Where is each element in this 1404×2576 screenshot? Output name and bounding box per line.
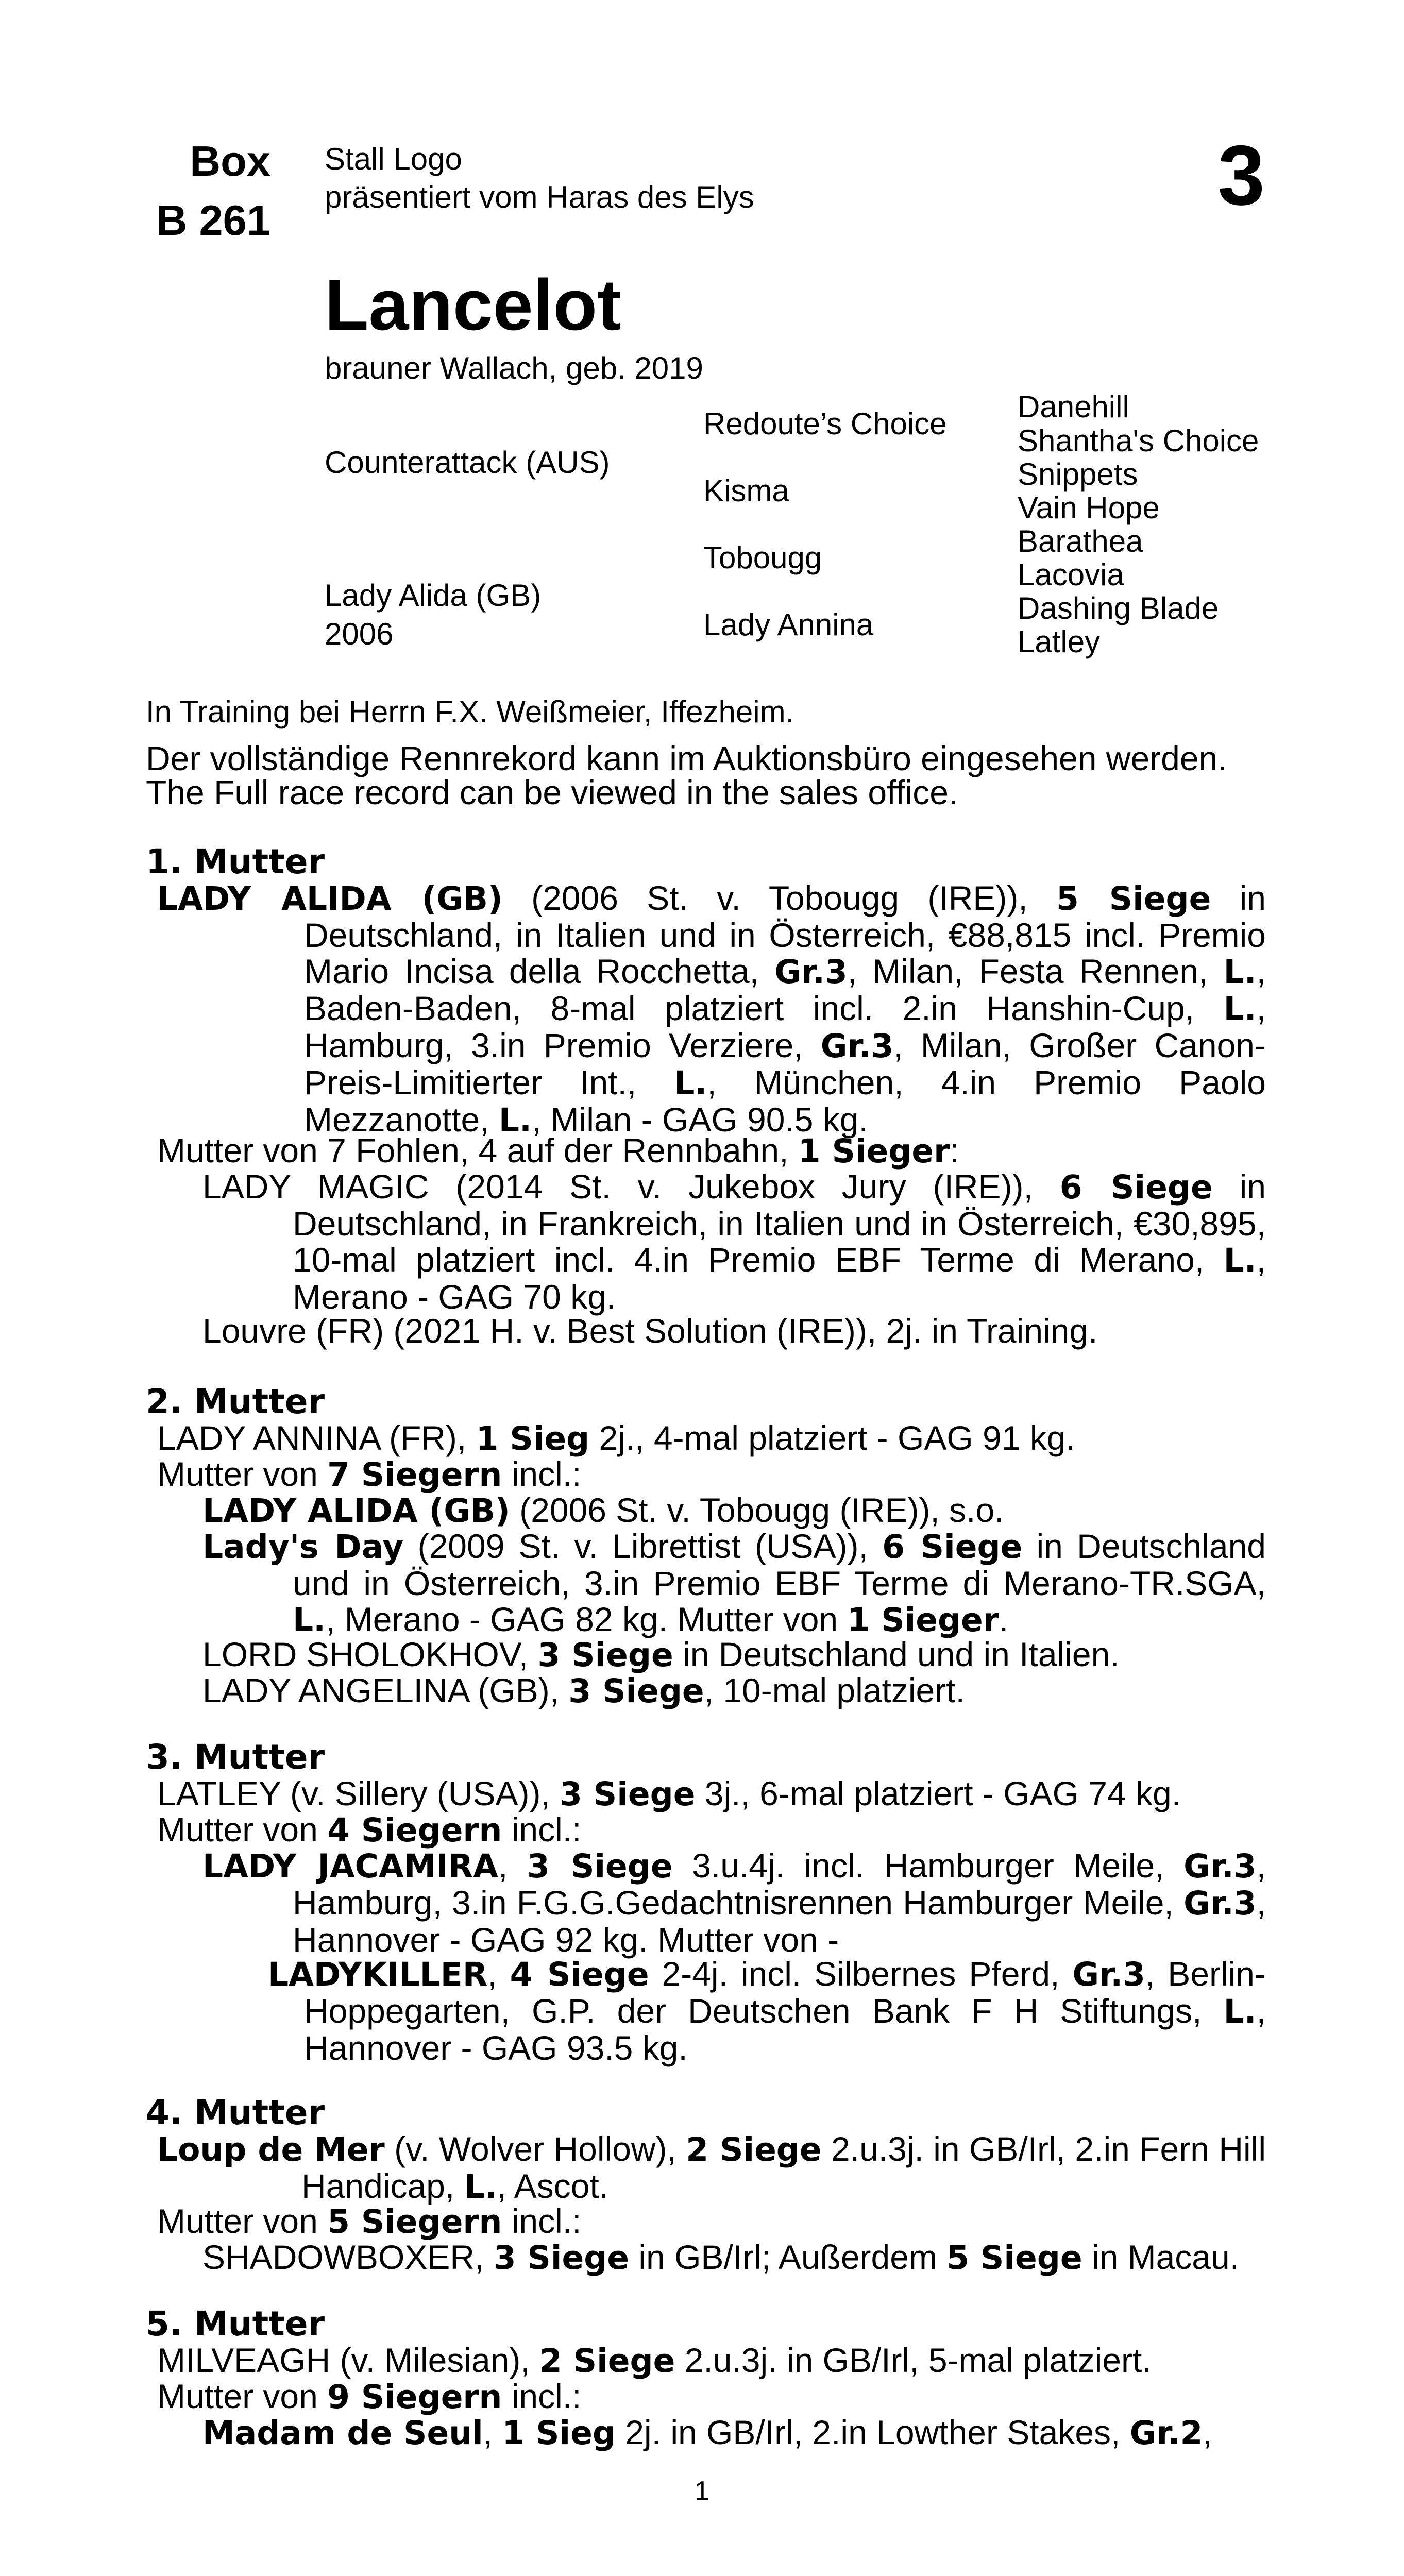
progeny-entry	[202, 1168, 1266, 1315]
dam-entry	[157, 2131, 1266, 2205]
pedigree-sire: Counterattack (AUS)	[325, 445, 610, 480]
text-run: 2.u.3j. in GB/Irl, 5-mal platziert.	[675, 2341, 1152, 2379]
text-run: , Ascot.	[497, 2167, 609, 2205]
text-run: ,	[487, 1955, 510, 1993]
section-heading: 5. Mutter	[146, 2304, 325, 2344]
bold-run: LADY ALIDA (GB)	[202, 1492, 510, 1530]
text-run: in Deutschland, in Frankreich, in Italien und in Österreich, €30,895, 10-mal platziert incl. 4.in Premio EBF Terme di Merano,	[293, 1167, 1266, 1279]
bold-run: L.	[1223, 1993, 1257, 2030]
text-run: LADY MAGIC (2014 St. v. Jukebox Jury (IRE)),	[202, 1167, 1060, 1206]
text-run: LADY ANNINA (FR),	[157, 1419, 476, 1457]
section-heading: 4. Mutter	[146, 2093, 325, 2132]
text-run: 2.u.3j. in GB/Irl, 2.in Fern Hill Handicap,	[301, 2130, 1266, 2205]
pedigree-dam-year: 2006	[325, 617, 394, 651]
text-run: incl.:	[502, 2377, 582, 2415]
text-run: , Merano - GAG 82 kg. Mutter von	[326, 1600, 848, 1638]
text-run: LATLEY (v. Sillery (USA)),	[157, 1774, 560, 1812]
pedigree-grandparent: Kisma	[703, 473, 789, 508]
bold-run: Gr.3	[1183, 1885, 1257, 1922]
pedigree-grandparent: Redoute’s Choice	[703, 406, 947, 441]
bold-run: L.	[1223, 1242, 1257, 1279]
text-run: .	[999, 1600, 1009, 1638]
text-run: incl.:	[502, 1455, 582, 1493]
text-run: , 10-mal platziert.	[704, 1671, 965, 1709]
text-run: (v. Wolver Hollow),	[384, 2130, 686, 2168]
bold-run: 1 Sieg	[502, 2414, 616, 2452]
bold-run: L.	[1223, 953, 1257, 991]
pedigree-great-grandparent: Vain Hope	[1018, 490, 1160, 525]
text-run: Mutter von	[157, 2202, 328, 2240]
text-run: 3.u.4j. incl. Hamburger Meile,	[672, 1846, 1184, 1885]
progeny-entry	[202, 2414, 1212, 2451]
dam-entry	[157, 1420, 1075, 1457]
text-run: 2j. in GB/Irl, 2.in Lowther Stakes,	[615, 2413, 1130, 2451]
pedigree-dam: Lady Alida (GB)	[325, 578, 542, 613]
section-heading: 2. Mutter	[146, 1382, 325, 1421]
text-run: , Milan, Großer Canon-Preis-Limitierter Int.,	[304, 1026, 1266, 1101]
progeny-entry	[202, 1492, 1004, 1529]
dam-entry	[157, 2342, 1152, 2379]
foal-summary	[157, 2378, 581, 2415]
bold-run: L.	[1223, 990, 1257, 1028]
text-run: LORD SHOLOKHOV,	[202, 1635, 538, 1673]
text-run: , Baden-Baden, 8-mal platziert incl. 2.in Hanshin-Cup,	[304, 952, 1266, 1027]
bold-run: 3 Siege	[537, 1636, 673, 1674]
stall-info	[325, 140, 754, 216]
pedigree-grandparent: Lady Annina	[703, 607, 874, 642]
training-note: In Training bei Herrn F.X. Weißmeier, Iffezheim.	[146, 694, 794, 729]
text-run: , Hannover - GAG 93.5 kg.	[304, 1992, 1266, 2067]
bold-run: 1 Sieg	[476, 1420, 590, 1458]
grandprogeny-entry	[268, 1956, 1266, 2066]
text-run: :	[950, 1131, 959, 1170]
bold-run: Gr.3	[1072, 1956, 1145, 1993]
box-label: Box	[190, 137, 270, 185]
foal-summary	[157, 2203, 581, 2240]
text-run: Mutter von	[157, 2377, 328, 2415]
horse-name: Lancelot	[325, 264, 621, 345]
pedigree-great-grandparent: Snippets	[1018, 457, 1138, 492]
bold-run: 3 Siege	[568, 1672, 704, 1710]
pedigree-great-grandparent: Barathea	[1018, 524, 1143, 558]
text-run: 2j., 4-mal platziert - GAG 91 kg.	[589, 1419, 1075, 1457]
bold-run: 2 Siege	[686, 2131, 822, 2168]
text-run: in Deutschland, in Italien und in Österreich, €88,815 incl. Premio Mario Incisa della Rocchetta,	[304, 879, 1266, 990]
bold-run: 6 Siege	[882, 1528, 1023, 1566]
progeny-entry	[202, 1528, 1266, 1638]
text-run: ,	[483, 2413, 502, 2451]
progeny-entry	[202, 2239, 1239, 2276]
bold-run: LADY ALIDA (GB)	[157, 880, 503, 918]
bold-run: 5 Siegern	[327, 2203, 502, 2241]
bold-run: 5 Siege	[946, 2239, 1082, 2277]
text-run: ,	[1203, 2413, 1212, 2451]
section-heading: 3. Mutter	[146, 1737, 325, 1777]
text-run: , Milan - GAG 90.5 kg.	[531, 1100, 868, 1139]
progeny-entry	[202, 1313, 1097, 1349]
bold-run: LADYKILLER	[268, 1956, 488, 1993]
text-run: , Hamburg, 3.in F.G.G.Gedachtnisrennen Hamburger Meile,	[293, 1846, 1266, 1922]
bold-run: Madam de Seul	[202, 2414, 483, 2452]
bold-run: 9 Siegern	[327, 2378, 502, 2416]
text-run: Mutter von 7 Fohlen, 4 auf der Rennbahn,	[157, 1131, 798, 1170]
bold-run: Gr.3	[774, 953, 848, 991]
text-run: 3j., 6-mal platziert - GAG 74 kg.	[695, 1774, 1181, 1812]
text-run: Louvre (FR) (2021 H. v. Best Solution (IRE)), 2j. in Training.	[202, 1312, 1098, 1350]
bold-run: 2 Siege	[539, 2342, 675, 2380]
bold-run: Gr.3	[1183, 1848, 1257, 1885]
bold-run: Gr.3	[820, 1027, 894, 1065]
bold-run: 5 Siege	[1056, 880, 1211, 918]
text-run: , Berlin-Hoppegarten, G.P. der Deutschen Bank F H Stiftungs,	[304, 1955, 1266, 2030]
pedigree-grandparent: Tobougg	[703, 540, 822, 575]
foal-summary	[157, 1456, 581, 1493]
bold-run: L.	[674, 1064, 707, 1102]
bold-run: Lady's Day	[202, 1528, 404, 1566]
bold-run: 1 Sieger	[847, 1601, 999, 1639]
bold-run: L.	[464, 2168, 497, 2206]
text-run: , Hannover - GAG 92 kg. Mutter von -	[293, 1884, 1266, 1959]
record-note-en: The Full race record can be viewed in the sales office.	[146, 773, 958, 811]
text-run: in GB/Irl; Außerdem	[629, 2238, 947, 2276]
bold-run: L.	[498, 1101, 532, 1139]
pedigree-great-grandparent: Shantha's Choice	[1018, 423, 1259, 458]
text-run: , Merano - GAG 70 kg.	[293, 1241, 1266, 1316]
bold-run: 6 Siege	[1059, 1168, 1213, 1206]
page-number: 1	[695, 2476, 709, 2506]
text-run: (2006 St. v. Tobougg (IRE)), s.o.	[510, 1491, 1004, 1529]
text-run: in Deutschland und in Italien.	[673, 1635, 1120, 1673]
foal-summary	[157, 1132, 959, 1170]
lot-number: 3	[1217, 128, 1265, 223]
bold-run: 4 Siege	[510, 1956, 649, 1993]
bold-run: Gr.2	[1129, 2414, 1203, 2452]
horse-description: brauner Wallach, geb. 2019	[325, 351, 703, 385]
bold-run: LADY JACAMIRA	[202, 1848, 499, 1885]
bold-run: Loup de Mer	[157, 2131, 385, 2168]
text-run: , München, 4.in Premio Paolo Mezzanotte,	[304, 1063, 1266, 1139]
text-run: in Deutschland und in Österreich, 3.in Premio EBF Terme di Merano-TR.SGA,	[293, 1527, 1266, 1602]
text-run: , Hamburg, 3.in Premio Verziere,	[304, 989, 1266, 1064]
text-run: (2006 St. v. Tobougg (IRE)),	[502, 879, 1057, 917]
record-note-de: Der vollständige Rennrekord kann im Auktionsbüro eingesehen werden.	[146, 739, 1227, 777]
dam-entry	[157, 880, 1266, 1139]
text-run: Mutter von	[157, 1455, 328, 1493]
bold-run: 4 Siegern	[327, 1811, 502, 1849]
text-run: incl.:	[502, 1810, 582, 1849]
text-run: LADY ANGELINA (GB),	[202, 1671, 569, 1709]
progeny-entry	[202, 1848, 1266, 1958]
bold-run: 3 Siege	[560, 1775, 696, 1813]
text-run: (2009 St. v. Librettist (USA)),	[403, 1527, 883, 1565]
text-run: 2-4j. incl. Silbernes Pferd,	[649, 1955, 1073, 1993]
pedigree-great-grandparent: Latley	[1018, 624, 1101, 659]
bold-run: L.	[293, 1601, 326, 1639]
bold-run: 1 Sieger	[798, 1132, 950, 1170]
pedigree-great-grandparent: Lacovia	[1018, 557, 1124, 592]
stall-logo-text: Stall Logo	[325, 142, 462, 176]
dam-entry	[157, 1775, 1181, 1812]
box-number: B 261	[156, 196, 270, 244]
section-heading: 1. Mutter	[146, 842, 325, 882]
progeny-entry	[202, 1672, 965, 1709]
pedigree-great-grandparent: Danehill	[1018, 389, 1129, 424]
bold-run: 3 Siege	[527, 1848, 673, 1885]
text-run: SHADOWBOXER,	[202, 2238, 494, 2276]
foal-summary	[157, 1811, 581, 1849]
text-run: ,	[498, 1846, 528, 1885]
progeny-entry	[202, 1636, 1120, 1673]
bold-run: 7 Siegern	[327, 1456, 502, 1494]
text-run: in Macau.	[1082, 2238, 1240, 2276]
text-run: , Milan, Festa Rennen,	[847, 952, 1224, 990]
stall-presenter: präsentiert vom Haras des Elys	[325, 180, 754, 214]
text-run: Mutter von	[157, 1810, 328, 1849]
text-run: incl.:	[502, 2202, 582, 2240]
text-run: MILVEAGH (v. Milesian),	[157, 2341, 540, 2379]
pedigree-great-grandparent: Dashing Blade	[1018, 591, 1219, 625]
bold-run: 3 Siege	[493, 2239, 630, 2277]
